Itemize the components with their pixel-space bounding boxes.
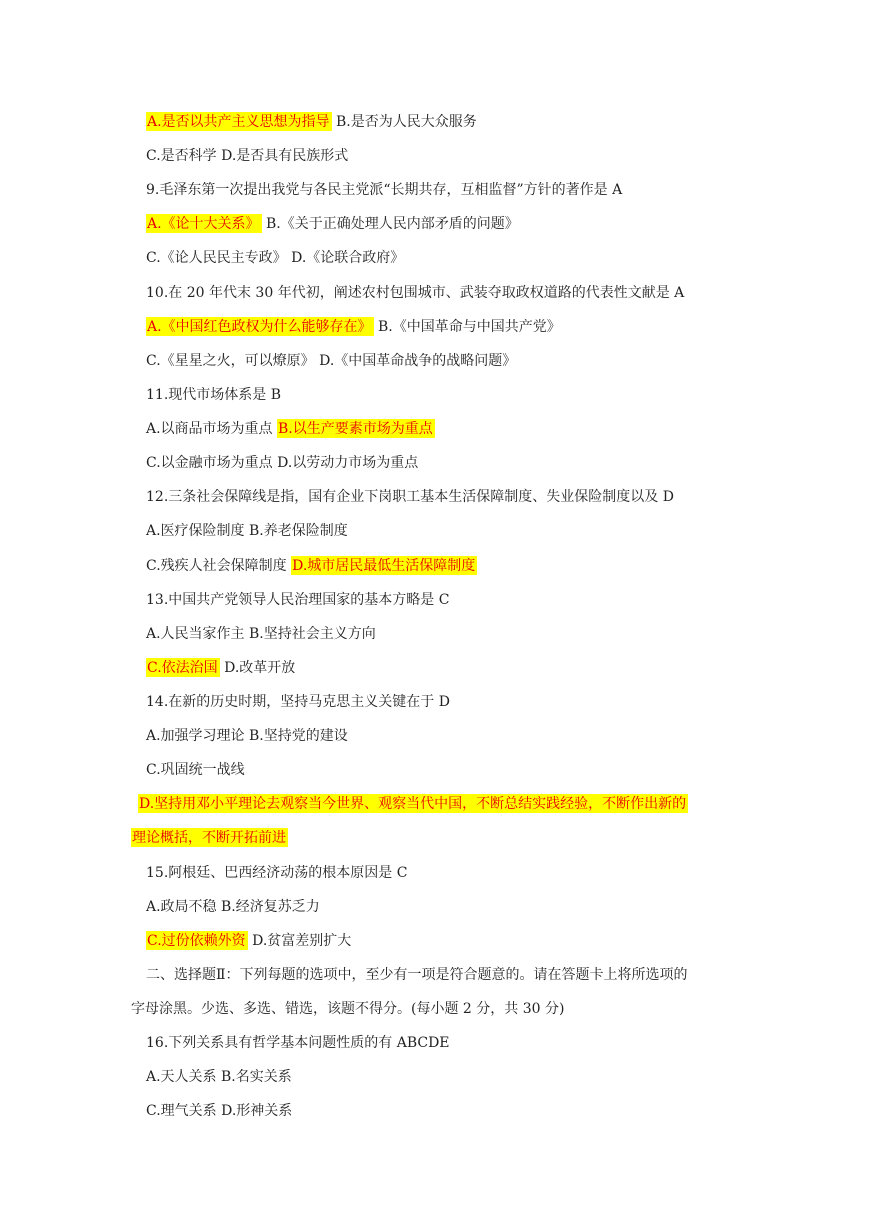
question-text: 10.在 20 年代末 30 年代初，阐述农村包围城市、武装夺取政权道路的代表性文献是 A xyxy=(146,285,685,301)
question-text: 11.现代市场体系是 B xyxy=(146,387,282,403)
question-text: 9.毛泽东第一次提出我党与各民主党派“长期共存，互相监督”方针的著作是 A xyxy=(146,182,623,198)
option-line xyxy=(146,419,749,439)
option-text: A.以商品市场为重点 xyxy=(146,421,278,437)
section-text: 字母涂黑。少选、多选、错选，该题不得分。(每小题 2 分，共 30 分) xyxy=(131,1001,565,1017)
option-line xyxy=(138,794,749,814)
highlighted-answer: A.《中国红色政权为什么能够存在》 xyxy=(147,319,372,335)
option-text: D.改革开放 xyxy=(219,660,296,676)
option-text: C.残疾人社会保障制度 xyxy=(146,558,292,574)
highlighted-answer: B.以生产要素市场为重点 xyxy=(278,421,433,437)
question-text: 15.阿根廷、巴西经济动荡的根本原因是 C xyxy=(146,865,408,881)
question-text: 13.中国共产党领导人民治理国家的基本方略是 C xyxy=(146,592,450,608)
option-line xyxy=(146,624,749,644)
section-text: 二、选择题Ⅱ：下列每题的选项中，至少有一项是符合题意的。请在答题卡上将所选项的 xyxy=(146,967,688,983)
option-text: C.以金融市场为重点 D.以劳动力市场为重点 xyxy=(146,455,419,471)
option-line xyxy=(146,112,749,132)
option-line xyxy=(146,317,749,337)
highlighted-answer: C.过份依赖外资 xyxy=(147,933,246,949)
section-heading-continued xyxy=(131,999,749,1019)
option-text: C.是否科学 D.是否具有民族形式 xyxy=(146,148,349,164)
question-text: 16.下列关系具有哲学基本问题性质的有 ABCDE xyxy=(146,1035,450,1051)
option-line xyxy=(146,556,749,576)
question-line xyxy=(146,692,749,712)
option-text: A.人民当家作主 B.坚持社会主义方向 xyxy=(146,626,376,642)
option-text: B.《中国革命与中国共产党》 xyxy=(373,319,561,335)
question-line xyxy=(146,863,749,883)
highlighted-answer: D.坚持用邓小平理论去观察当今世界、观察当代中国，不断总结实践经验，不断作出新的 xyxy=(139,796,687,812)
question-text: 12.三条社会保障线是指，国有企业下岗职工基本生活保障制度、失业保险制度以及 D xyxy=(146,489,674,505)
section-heading xyxy=(146,965,749,985)
option-line xyxy=(146,248,749,268)
option-text: C.《论人民民主专政》 D.《论联合政府》 xyxy=(146,250,405,266)
option-line-continued xyxy=(131,828,749,848)
option-line xyxy=(146,351,749,371)
option-text: A.加强学习理论 B.坚持党的建设 xyxy=(146,728,348,744)
highlighted-answer: A.《论十大关系》 xyxy=(147,216,260,232)
option-text: C.理气关系 D.形神关系 xyxy=(146,1103,293,1119)
option-line xyxy=(146,1067,749,1087)
option-text: D.贫富差别扩大 xyxy=(247,933,352,949)
option-line xyxy=(146,521,749,541)
highlighted-answer: C.依法治国 xyxy=(147,660,218,676)
question-line xyxy=(146,487,749,507)
highlighted-answer: A.是否以共产主义思想为指导 xyxy=(147,114,330,130)
option-text: A.政局不稳 B.经济复苏乏力 xyxy=(146,899,320,915)
option-text: B.《关于正确处理人民内部矛盾的问题》 xyxy=(261,216,519,232)
option-line xyxy=(146,760,749,780)
option-line xyxy=(146,146,749,166)
question-line xyxy=(146,590,749,610)
highlighted-answer: D.城市居民最低生活保障制度 xyxy=(292,558,476,574)
option-line xyxy=(146,726,749,746)
option-text: A.天人关系 B.名实关系 xyxy=(146,1069,292,1085)
option-text: C.《星星之火，可以燎原》 D.《中国革命战争的战略问题》 xyxy=(146,353,517,369)
option-line xyxy=(146,453,749,473)
option-line xyxy=(146,214,749,234)
option-text: B.是否为人民大众服务 xyxy=(331,114,477,130)
option-text: C.巩固统一战线 xyxy=(146,762,245,778)
question-line xyxy=(146,385,749,405)
option-line xyxy=(146,1101,749,1121)
question-line xyxy=(146,180,749,200)
question-line xyxy=(146,283,749,303)
question-line xyxy=(146,1033,749,1053)
option-line xyxy=(146,931,749,951)
option-line xyxy=(146,897,749,917)
question-text: 14.在新的历史时期，坚持马克思主义关键在于 D xyxy=(146,694,450,710)
highlighted-answer: 理论概括，不断开拓前进 xyxy=(132,830,286,846)
option-line xyxy=(146,658,749,678)
option-text: A.医疗保险制度 B.养老保险制度 xyxy=(146,523,348,539)
